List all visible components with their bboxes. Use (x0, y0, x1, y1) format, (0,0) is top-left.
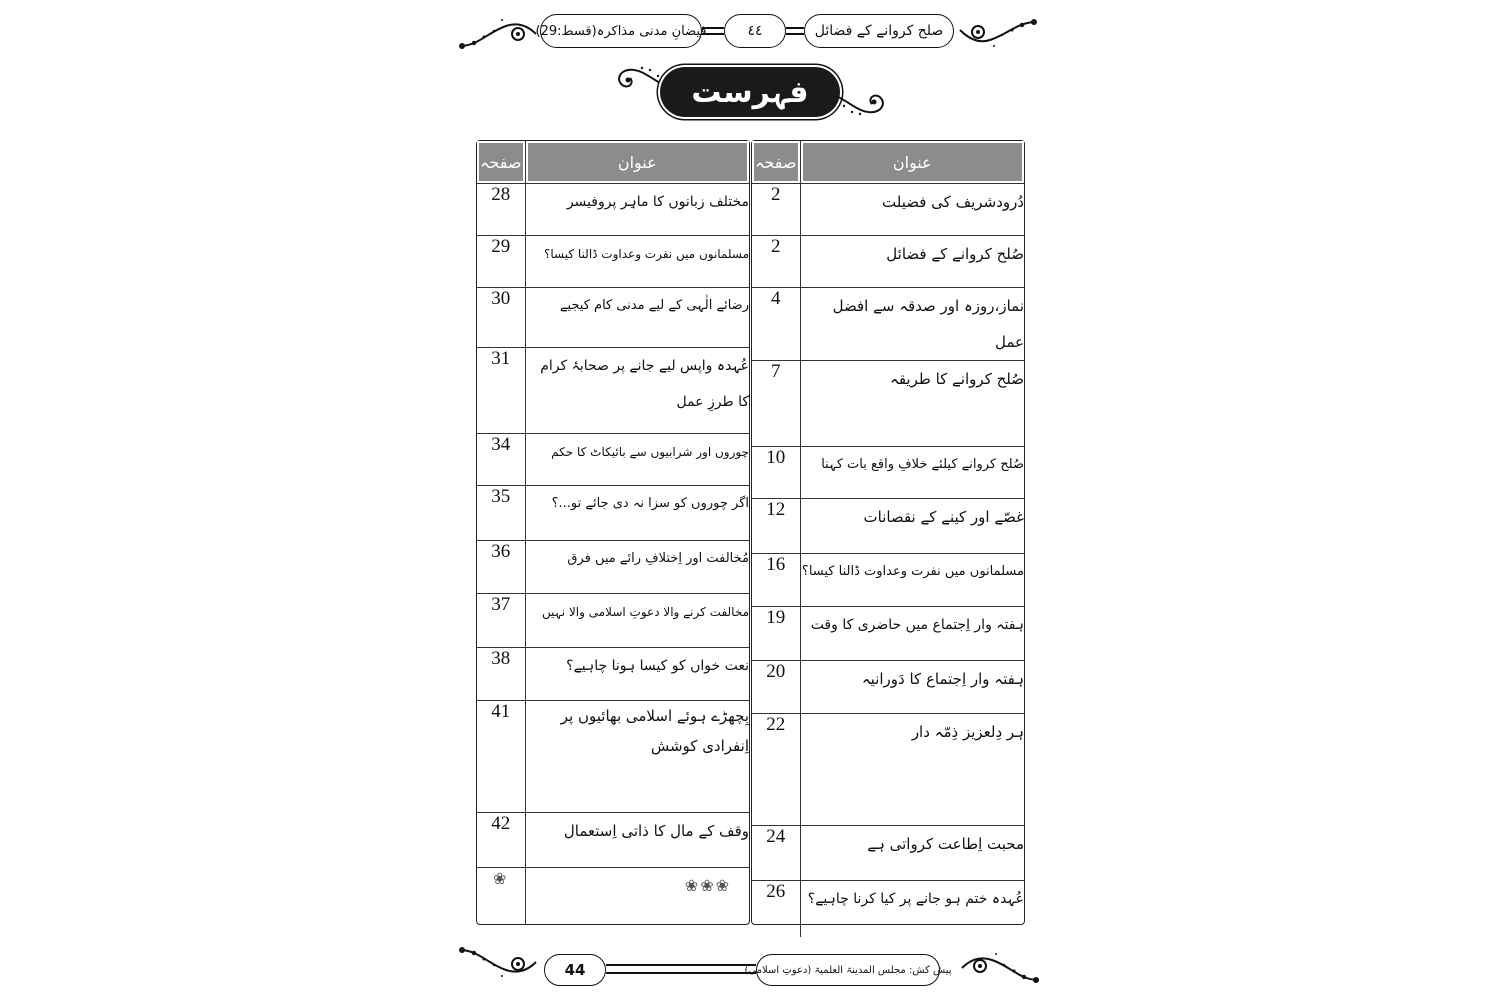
topic-cell: صُلح کروانے کیلئے خلافِ واقع بات کہنا (800, 447, 1024, 499)
page-cell: 19 (752, 607, 800, 661)
page-cell: 7 (752, 361, 800, 447)
page-cell: 16 (752, 554, 800, 607)
page-cell: 36 (477, 541, 525, 594)
page-cell: 26 (752, 881, 800, 937)
table-row (477, 486, 749, 541)
topic-cell: عُہدہ واپس لیے جانے پر صحابۂ کرام کا طرزِ عمل (525, 348, 749, 434)
topic-cell: ہر دِلعزیز ذِمّہ دار (800, 714, 1024, 826)
footer-page-number-pill (544, 954, 606, 986)
chapter-title-pill (535, 14, 707, 48)
topic-cell: رضائے الٰہی کے لیے مدنی کام کیجیے (525, 288, 749, 348)
page-cell: 28 (477, 184, 525, 236)
page-cell: 12 (752, 499, 800, 554)
column-header-topic: عنوان (800, 141, 1024, 184)
chapter-title: فیضانِ مدنی مذاکرہ(قسط:29) (535, 23, 707, 39)
page-cell: 38 (477, 648, 525, 701)
page-cell: 34 (477, 434, 525, 486)
header-page-number: ٤٤ (747, 23, 763, 39)
topic-cell: مسلمانوں میں نفرت وعداوت ڈالنا کیسا؟ (800, 554, 1024, 607)
topic-cell: غصّے اور کینے کے نقصانات (800, 499, 1024, 554)
column-header-page: صفحہ (752, 141, 800, 184)
table-row (752, 499, 1024, 554)
table-row (477, 868, 749, 924)
table-row (752, 714, 1024, 826)
topic-cell: مختلف زبانوں کا ماہِر پروفیسر (525, 184, 749, 236)
footer-page-number: 44 (564, 961, 586, 979)
flourish-ornament-icon (958, 12, 1038, 52)
topic-cell: نعت خواں کو کیسا ہونا چاہیے؟ (525, 648, 749, 701)
table-row (752, 826, 1024, 881)
flower-ornament-icon: ❀ (477, 868, 525, 924)
page-cell: 10 (752, 447, 800, 499)
publisher-pill (744, 954, 952, 986)
topic-cell: محبت اِطاعت کرواتی ہے (800, 826, 1024, 881)
topic-cell: اگر چوروں کو سزا نہ دی جائے تو...؟ (525, 486, 749, 541)
table-header-row (477, 141, 749, 184)
header-page-number-pill (724, 14, 786, 48)
topic-cell: ہفتہ وار اِجتماع میں حاضری کا وقت (800, 607, 1024, 661)
page-cell: 37 (477, 594, 525, 648)
table-row (752, 236, 1024, 288)
toc-panel-right (751, 140, 1025, 925)
page-cell: 22 (752, 714, 800, 826)
page-cell: 24 (752, 826, 800, 881)
page-cell: 41 (477, 701, 525, 813)
table-row (477, 701, 749, 813)
table-row (752, 184, 1024, 236)
page-title-text: فہرست (691, 74, 809, 110)
page-cell: 29 (477, 236, 525, 288)
page-cell: 2 (752, 236, 800, 288)
table-row (477, 288, 749, 348)
page-cell: 42 (477, 813, 525, 868)
column-header-page: صفحہ (477, 141, 525, 184)
page-cell: 2 (752, 184, 800, 236)
table-row (752, 447, 1024, 499)
table-row (477, 184, 749, 236)
footer-rule (606, 964, 756, 974)
column-header-topic: عنوان (525, 141, 749, 184)
table-row (752, 288, 1024, 361)
table-row (477, 594, 749, 648)
table-row (477, 541, 749, 594)
topic-cell: ہفتہ وار اِجتماع کا دَورانیہ (800, 661, 1024, 714)
table-row (752, 607, 1024, 661)
table-row (752, 661, 1024, 714)
page-cell: 4 (752, 288, 800, 361)
book-title-pill (804, 14, 954, 48)
page-cell: 35 (477, 486, 525, 541)
table-row (477, 813, 749, 868)
flourish-ornament-icon (458, 944, 540, 986)
publisher-name: پیش کش: مجلس المدینۃ العلمیۃ (دعوتِ اسلامی) (744, 964, 952, 976)
table-row (752, 881, 1024, 937)
flourish-ornament-icon (834, 86, 890, 120)
table-row (477, 236, 749, 288)
page-title (660, 67, 840, 117)
page-cell: 31 (477, 348, 525, 434)
table-row (477, 648, 749, 701)
topic-cell: نماز،روزہ اور صدقہ سے افضل عمل (800, 288, 1024, 361)
toc-table-right (752, 141, 1024, 937)
toc-panel-left (476, 140, 750, 925)
topic-cell: وقف کے مال کا ذاتی اِستعمال (525, 813, 749, 868)
toc-table-left (477, 141, 749, 924)
table-row (477, 348, 749, 434)
topic-cell: مسلمانوں میں نفرت وعداوت ڈالنا کیسا؟ (525, 236, 749, 288)
header-rule (702, 27, 724, 35)
topic-cell: مُخالفت اور اِختلافِ رائے میں فرق (525, 541, 749, 594)
topic-cell: صُلح کروانے کے فضائل (800, 236, 1024, 288)
topic-cell: بِچھڑے ہوئے اسلامی بھائیوں پر اِنفرادی کوشش (525, 701, 749, 813)
topic-cell: دُرودشریف کی فضیلت (800, 184, 1024, 236)
page-cell: 20 (752, 661, 800, 714)
topic-cell: چوروں اور شرابیوں سے بائیکاٹ کا حکم (525, 434, 749, 486)
table-row (752, 361, 1024, 447)
flourish-ornament-icon (958, 944, 1040, 986)
header-rule (786, 27, 804, 35)
table-header-row (752, 141, 1024, 184)
table-row (752, 554, 1024, 607)
topic-cell: عُہدہ ختم ہو جانے پر کیا کرنا چاہیے؟ (800, 881, 1024, 937)
topic-cell: صُلح کروانے کا طریقہ (800, 361, 1024, 447)
topic-cell: مخالفت کرنے والا دعوتِ اسلامی والا نہیں (525, 594, 749, 648)
page-cell: 30 (477, 288, 525, 348)
book-title: صلح کروانے کے فضائل (814, 23, 944, 39)
table-row (477, 434, 749, 486)
flower-ornament-icon: ❀❀❀ (525, 868, 749, 924)
flourish-ornament-icon (458, 12, 538, 52)
